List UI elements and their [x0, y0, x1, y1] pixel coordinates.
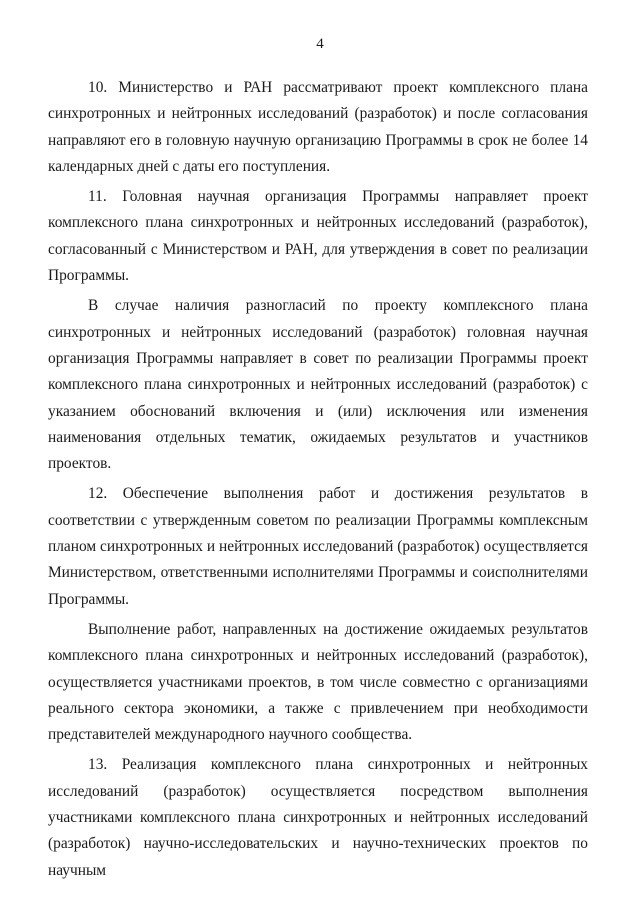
paragraph-11: 11. Головная научная организация Программы направляет проект комплексного плана синхротронных и нейтронных исследований (разработок), согласованный с Министерством и РАН, для утверждения в совет по реализации Программы.	[48, 188, 588, 285]
document-body	[48, 75, 588, 888]
paragraph-10: 10. Министерство и РАН рассматривают проект комплексного плана синхротронных и нейтронных исследований (разработок) и после согласования направляют его в головную научную организацию Программы в срок не более 14 календарных дней с даты его поступления.	[48, 79, 588, 175]
paragraph-12: 12. Обеспечение выполнения работ и достижения результатов в соответствии с утвержденным советом по реализации Программы комплексным планом синхротронных и нейтронных исследований (разработок) осуществляется Министерством, ответственными исполнителями Программы и соисполнителями Программы.	[48, 485, 588, 608]
paragraph-disagreements: В случае наличия разногласий по проекту комплексного плана синхротронных и нейтронных исследований (разработок) головная научная организация Программы направляет в совет по реализации Программы проект комплексного плана синхротронных и нейтронных исследований (разработок) с указанием обоснований включения и (или) исключения или изменения наименования отдельных тематик, ожидаемых результатов и участников проектов.	[48, 297, 588, 473]
paragraph-13: 13. Реализация комплексного плана синхротронных и нейтронных исследований (разработок) осуществляется посредством выполнения участниками комплексного плана синхротронных и нейтронных исследований (разработок) научно-исследовательских и научно-технических проектов по научным	[48, 756, 588, 879]
paragraph-work-execution: Выполнение работ, направленных на достижение ожидаемых результатов комплексного плана синхротронных и нейтронных исследований (разработок), осуществляется участниками проектов, в том числе совместно с организациями реального сектора экономики, а также с привлечением при необходимости представителей международного научного сообщества.	[48, 620, 588, 744]
page-number: 4	[316, 36, 324, 52]
